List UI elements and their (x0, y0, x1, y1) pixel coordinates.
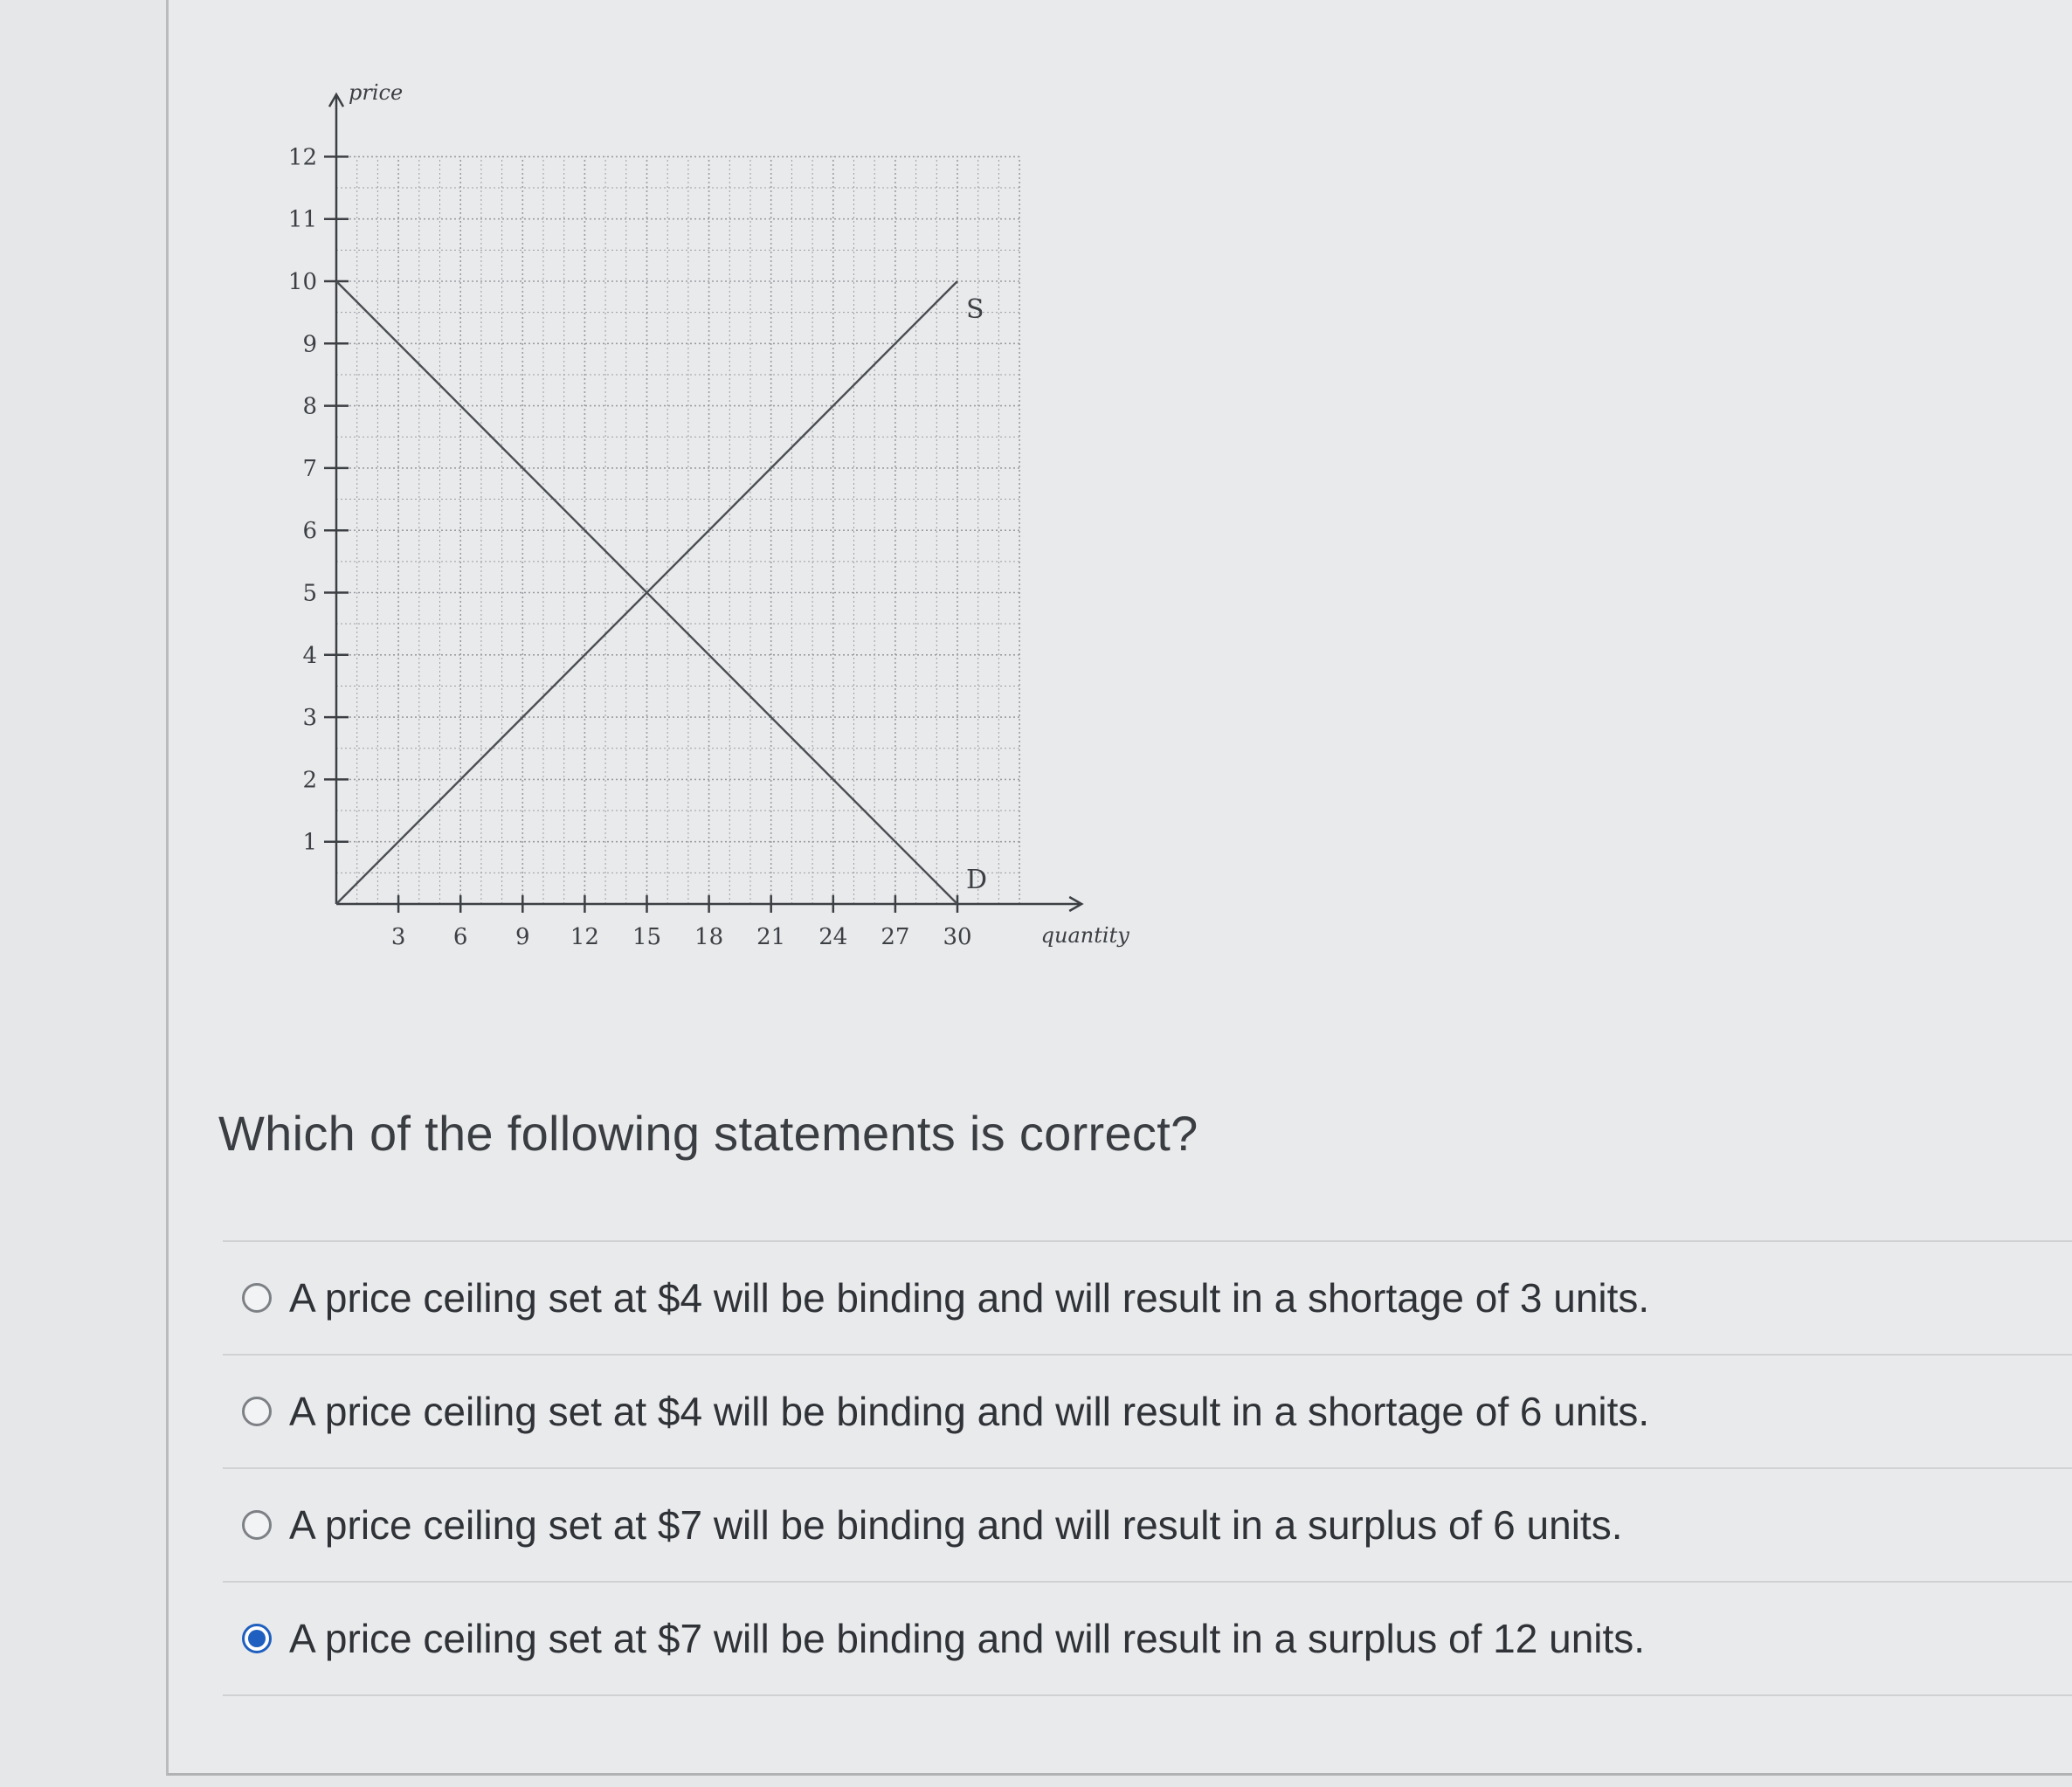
x-tick-label: 6 (452, 924, 468, 950)
y-tick-label: 4 (302, 642, 317, 669)
radio-button[interactable] (242, 1283, 272, 1313)
y-tick-label: 5 (302, 580, 317, 607)
x-tick-label: 12 (570, 924, 599, 950)
y-tick-label: 1 (302, 829, 317, 856)
y-tick-label: 3 (302, 705, 317, 732)
radio-button[interactable] (242, 1624, 272, 1653)
chart-svg (236, 70, 1162, 978)
x-tick-label: 24 (818, 924, 848, 950)
series-label-s: S (966, 294, 984, 325)
y-tick-label: 2 (302, 767, 317, 794)
y-tick-label: 12 (287, 144, 317, 171)
y-tick-label: 10 (287, 269, 317, 295)
answer-option[interactable] (223, 1354, 2072, 1467)
option-label: A price ceiling set at $7 will be binding and will result in a surplus of 6 units. (289, 1502, 1623, 1548)
radio-button[interactable] (242, 1510, 272, 1540)
supply-demand-graph (236, 70, 1162, 978)
y-tick-label: 11 (287, 206, 317, 233)
radio-button[interactable] (242, 1397, 272, 1426)
y-tick-label: 6 (302, 518, 317, 545)
y-axis-label: price (349, 80, 404, 106)
answer-options (223, 1240, 2072, 1696)
answer-option[interactable] (223, 1240, 2072, 1354)
series-label-d: D (966, 865, 988, 895)
y-tick-label: 9 (302, 331, 317, 358)
x-tick-label: 18 (694, 924, 724, 950)
y-tick-label: 7 (302, 455, 317, 482)
x-tick-label: 15 (632, 924, 662, 950)
x-tick-label: 27 (881, 924, 910, 950)
x-axis-label: quantity (1040, 923, 1129, 948)
answer-option[interactable] (223, 1467, 2072, 1581)
answer-option[interactable] (223, 1581, 2072, 1696)
question-text: Which of the following statements is correct? (218, 1106, 1198, 1161)
radio-dot (248, 1630, 266, 1647)
option-label: A price ceiling set at $4 will be binding and will result in a shortage of 3 units. (289, 1275, 1650, 1321)
x-tick-label: 9 (515, 924, 530, 950)
x-tick-label: 3 (390, 924, 406, 950)
option-label: A price ceiling set at $4 will be binding and will result in a shortage of 6 units. (289, 1389, 1650, 1434)
x-tick-label: 30 (943, 924, 972, 950)
y-tick-label: 8 (302, 393, 317, 420)
x-tick-label: 21 (756, 924, 786, 950)
option-label: A price ceiling set at $7 will be binding and will result in a surplus of 12 units. (289, 1616, 1646, 1661)
